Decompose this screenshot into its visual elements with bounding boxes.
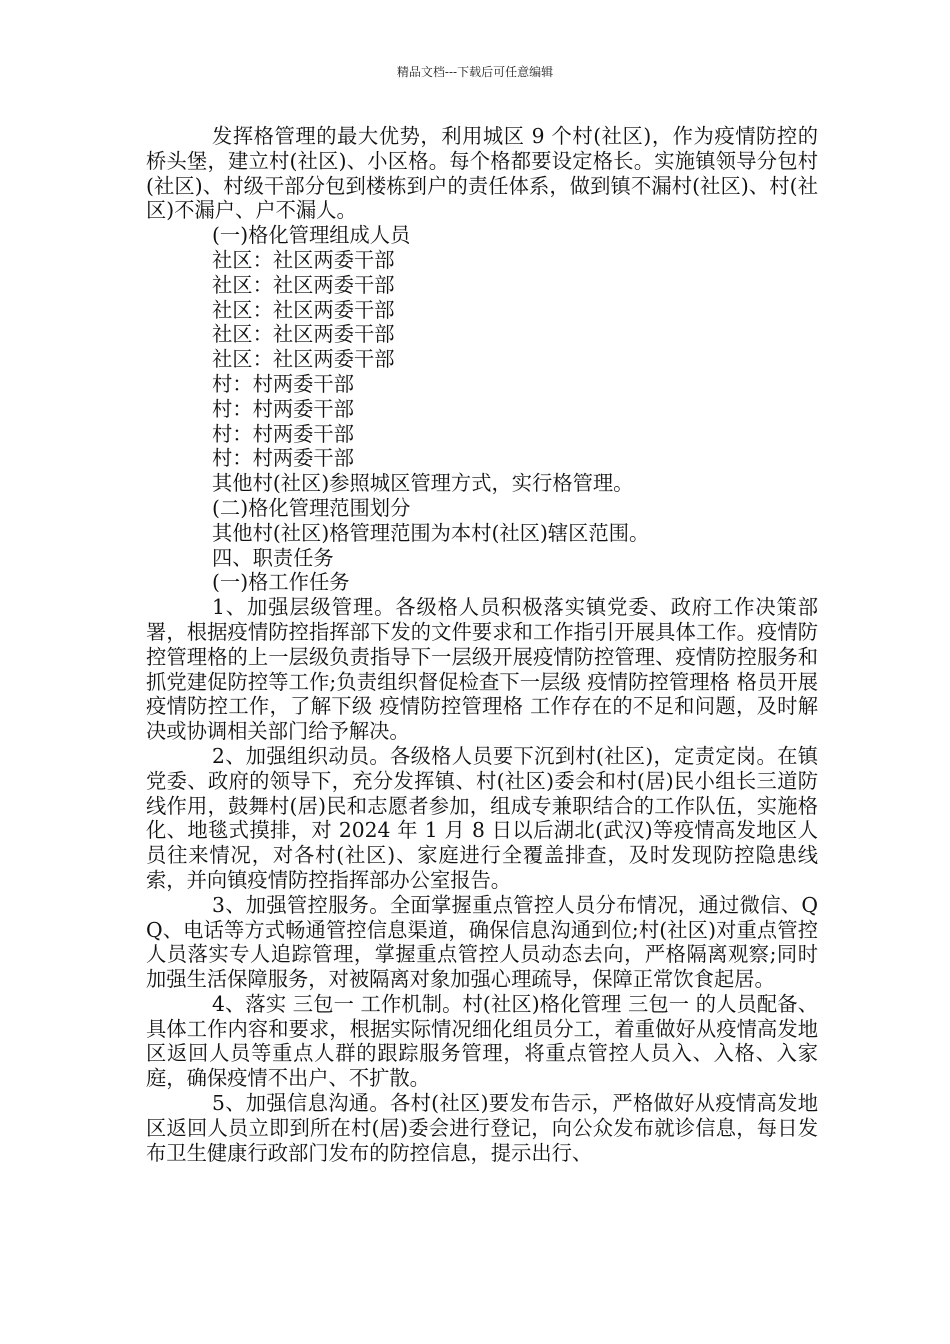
section-heading-duties: 四、职责任务 (212, 545, 334, 570)
paragraph-task-3: 3、加强管控服务。全面掌握重点管控人员分布情况，通过微信、QQ、电话等方式畅通管控信息渠道，确保信息沟通到位;村(社区)对重点管控人员落实专人追踪管理，掌握重点管控人员动态去向，严格隔离观察;同时加强生活保障服务，对被隔离对象加强心理疏导，保障正常饮食起居。 (146, 892, 818, 992)
list-item-community: 社区：社区两委干部 (212, 247, 395, 272)
paragraph-intro: 发挥格管理的最大优势，利用城区 9 个村(社区)，作为疫情防控的桥头堡，建立村(社区)、小区格。每个格都要设定格长。实施镇领导分包村(社区)、村级干部分包到楼栋到户的责任体系，做到镇不漏村(社区)、村(社区)不漏户、户不漏人。 (146, 124, 818, 223)
list-item-village: 村：村两委干部 (212, 396, 354, 421)
list-item-community: 社区：社区两委干部 (212, 347, 395, 372)
paragraph-task-2: 2、加强组织动员。各级格人员要下沉到村(社区)，定责定岗。在镇党委、政府的领导下，充分发挥镇、村(社区)委会和村(居)民小组长三道防线作用，鼓舞村(居)民和志愿者参加，组成专兼职结合的工作队伍，实施格化、地毯式摸排，对 2024 年 1 月 8 日以后湖北(武汉)等疫情高发地区人员往来情况，对各村(社区)、家庭进行全覆盖排查，及时发现防控隐患线索，并向镇疫情防控指挥部办公室报告。 (146, 743, 818, 892)
paragraph-task-1: 1、加强层级管理。各级格人员积极落实镇党委、政府工作决策部署，根据疫情防控指挥部下发的文件要求和工作指引开展具体工作。疫情防控管理格的上一层级负责指导下一层级开展疫情防控管理、疫情防控服务和抓党建促防控等工作;负责组织督促检查下一层级 疫情防控管理格 格员开展疫情防控工作，了解下级 疫情防控管理格 工作存在的不足和问题，及时解决或协调相关部门给予解决。 (146, 595, 818, 744)
section-heading-tasks: (一)格工作任务 (212, 570, 350, 595)
list-item-village: 村：村两委干部 (212, 421, 354, 446)
document-body (146, 124, 818, 1165)
paragraph-other-villages: 其他村(社区)参照城区管理方式，实行格管理。 (212, 471, 634, 496)
list-item-village: 村：村两委干部 (212, 446, 354, 471)
paragraph-scope: 其他村(社区)格管理范围为本村(社区)辖区范围。 (212, 520, 650, 545)
list-item-community: 社区：社区两委干部 (212, 272, 395, 297)
list-item-community: 社区：社区两委干部 (212, 322, 395, 347)
list-item-village: 村：村两委干部 (212, 371, 354, 396)
list-item-community: 社区：社区两委干部 (212, 297, 395, 322)
page-header: 精品文档---下载后可任意编辑 (396, 65, 554, 79)
section-heading-scope: (二)格化管理范围划分 (212, 495, 411, 520)
paragraph-task-5: 5、加强信息沟通。各村(社区)要发布告示，严格做好从疫情高发地区返回人员立即到所在村(居)委会进行登记，向公众发布就诊信息，每日发布卫生健康行政部门发布的防控信息，提示出行、 (146, 1091, 818, 1165)
paragraph-task-4: 4、落实 三包一 工作机制。村(社区)格化管理 三包一 的人员配备、具体工作内容和要求，根据实际情况细化组员分工，着重做好从疫情高发地区返回人员等重点人群的跟踪服务管理，将重点管控人员入、入格、入家庭，确保疫情不出户、不扩散。 (146, 991, 818, 1091)
section-heading-personnel: (一)格化管理组成人员 (212, 223, 411, 248)
